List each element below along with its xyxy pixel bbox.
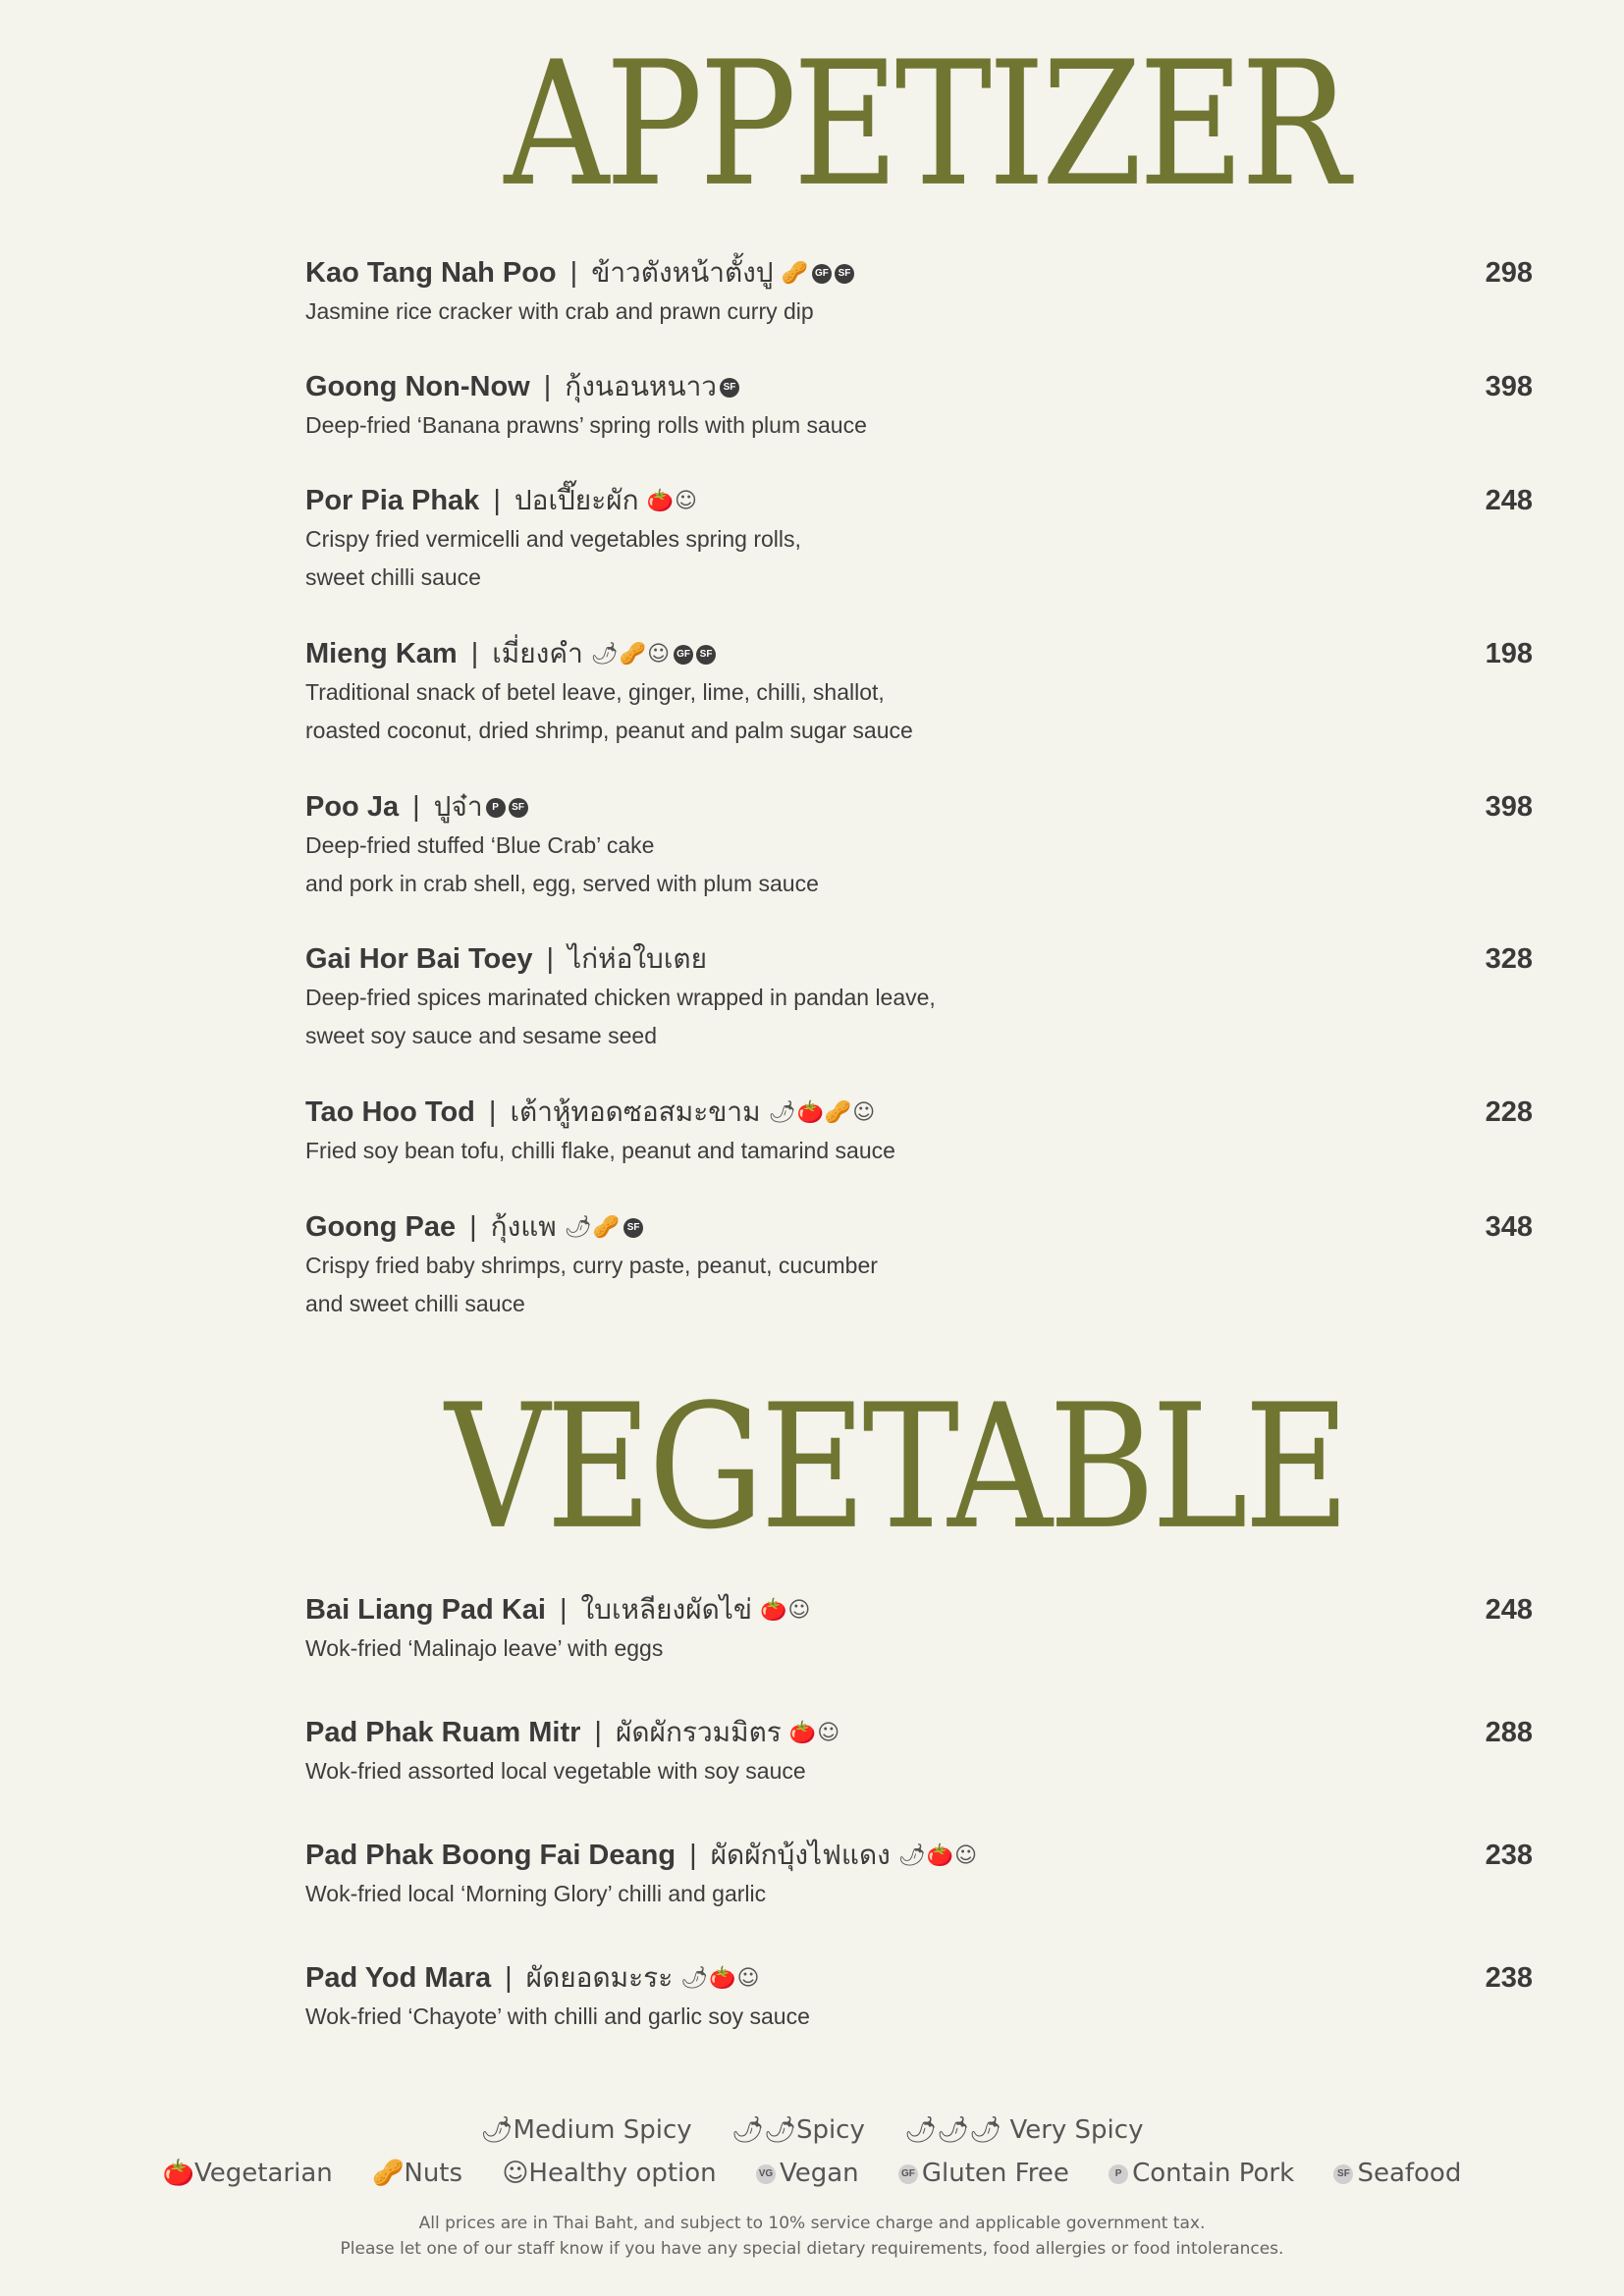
item-header — [305, 634, 1533, 673]
vegan-icon: VG — [756, 2164, 776, 2184]
item-name — [305, 1958, 761, 1999]
item-description: Deep-fried stuffed ‘Blue Crab’ cake and pork in crab shell, egg, served with plum sauce — [305, 832, 819, 896]
name-separator: | — [689, 1840, 697, 1871]
item-price: 248 — [1485, 1594, 1533, 1626]
item-name-english: Goong Non-Now — [305, 371, 530, 402]
dietary-icons: 🌶🍅☺ — [897, 1843, 979, 1869]
legend-pork: P Contain Pork — [1109, 2159, 1294, 2188]
appetizer-item — [305, 1093, 1533, 1170]
name-separator: | — [543, 371, 552, 402]
name-separator: | — [559, 1594, 568, 1626]
item-name — [305, 634, 716, 674]
vegetable-item — [305, 1836, 1533, 1913]
legend-vegetarian: 🍅Vegetarian — [162, 2159, 333, 2188]
item-name-thai: ข้าวตังหน้าตั้งปู — [591, 256, 774, 289]
item-price: 288 — [1485, 1717, 1533, 1748]
item-name-english: Gai Hor Bai Toey — [305, 943, 533, 975]
item-description: Traditional snack of betel leave, ginger, lime, chilli, shallot, roasted coconut, dried shrimp, peanut and palm sugar sauce — [305, 679, 913, 743]
name-separator: | — [546, 943, 555, 975]
appetizer-item — [305, 787, 1533, 903]
item-name — [305, 253, 854, 294]
gluten-free-icon: GF — [898, 2164, 918, 2184]
item-price: 328 — [1485, 943, 1533, 975]
legend-medium-spicy: 🌶Medium Spicy — [480, 2115, 692, 2145]
item-description: Jasmine rice cracker with crab and prawn curry dip — [305, 298, 814, 324]
item-description: Wok-fried ‘Malinajo leave’ with eggs — [305, 1635, 664, 1661]
dietary-icons: 🌶🍅☺ — [680, 1966, 761, 1992]
item-name-thai: เมี่ยงคำ — [492, 637, 583, 669]
name-separator: | — [470, 638, 479, 669]
item-name — [305, 367, 739, 406]
chilli-icon: 🌶🌶🌶 — [904, 2115, 1002, 2145]
item-name — [305, 1207, 643, 1248]
appetizer-item — [305, 367, 1533, 445]
item-name-thai: กุ้งแพ — [490, 1210, 557, 1243]
seafood-icon: SF — [1333, 2164, 1353, 2184]
item-name — [305, 787, 528, 827]
item-name-english: Goong Pae — [305, 1211, 457, 1243]
footnote-tax: All prices are in Thai Baht, and subject to 10% service charge and applicable government tax. — [418, 2214, 1206, 2233]
chilli-icon: 🌶🌶 — [731, 2115, 796, 2145]
appetizer-item — [305, 939, 1533, 1055]
item-name-thai: กุ้งนอนหนาว — [565, 370, 718, 402]
item-header — [305, 367, 1533, 406]
item-name-thai: ผัดผักบุ้งไฟแดง — [710, 1839, 891, 1871]
footnote-dietary: Please let one of our staff know if you have any special dietary requirements, food allergies or food intolerances. — [340, 2239, 1284, 2259]
item-header — [305, 1713, 1533, 1752]
item-header — [305, 939, 1533, 979]
item-name-thai: ใบเหลียงผัดไข่ — [580, 1593, 753, 1626]
appetizer-item — [305, 481, 1533, 597]
item-name-english: Pad Phak Boong Fai Deang — [305, 1840, 677, 1871]
vegetable-title: VEGETABLE — [445, 1367, 1346, 1568]
item-name-thai: เต้าหู้ทอดซอสมะขาม — [510, 1095, 761, 1128]
dietary-icons: 🌶🍅🥜☺ — [768, 1100, 877, 1126]
item-name-thai: ไก่ห่อใบเตย — [568, 942, 707, 975]
gf-badge-icon: GF — [812, 264, 832, 284]
name-separator: | — [488, 1096, 497, 1128]
dietary-icons: 🥜 — [781, 261, 809, 287]
item-description: Wok-fried ‘Chayote’ with chilli and garlic soy sauce — [305, 2003, 810, 2029]
item-price: 198 — [1485, 638, 1533, 669]
pork-icon: P — [1109, 2164, 1128, 2184]
item-description: Fried soy bean tofu, chilli flake, peanut and tamarind sauce — [305, 1138, 895, 1163]
item-header — [305, 1590, 1533, 1629]
item-name-english: Por Pia Phak — [305, 485, 480, 516]
vegetable-item — [305, 1590, 1533, 1668]
gf-badge-icon: GF — [674, 645, 693, 665]
item-description: Wok-fried local ‘Morning Glory’ chilli and garlic — [305, 1881, 767, 1906]
legend-spice — [0, 2115, 1624, 2145]
sf-badge-icon: SF — [696, 645, 716, 665]
item-name — [305, 481, 698, 521]
item-header — [305, 1207, 1533, 1247]
name-separator: | — [569, 257, 578, 289]
item-price: 298 — [1485, 257, 1533, 289]
item-name-english: Poo Ja — [305, 791, 400, 823]
legend-healthy: ☺Healthy option — [502, 2159, 717, 2188]
sf-badge-icon: SF — [623, 1218, 643, 1238]
item-description: Wok-fried assorted local vegetable with soy sauce — [305, 1758, 806, 1784]
item-price: 248 — [1485, 485, 1533, 516]
item-price: 348 — [1485, 1211, 1533, 1243]
item-price: 238 — [1485, 1962, 1533, 1994]
legend-vegan: VG Vegan — [756, 2159, 859, 2188]
sf-badge-icon: SF — [720, 378, 739, 398]
item-name — [305, 939, 707, 979]
item-description: Deep-fried ‘Banana prawns’ spring rolls with plum sauce — [305, 412, 867, 438]
item-name-thai: ผัดผักรวมมิตร — [615, 1716, 782, 1748]
item-description: Crispy fried vermicelli and vegetables spring rolls, sweet chilli sauce — [305, 526, 801, 590]
item-name-english: Tao Hoo Tod — [305, 1096, 475, 1128]
item-header — [305, 253, 1533, 293]
item-price: 228 — [1485, 1096, 1533, 1128]
name-separator: | — [594, 1717, 602, 1748]
item-description: Crispy fried baby shrimps, curry paste, peanut, cucumber and sweet chilli sauce — [305, 1253, 878, 1316]
item-description: Deep-fried spices marinated chicken wrapped in pandan leave, sweet soy sauce and sesame seed — [305, 985, 936, 1048]
appetizer-item — [305, 634, 1533, 750]
p-badge-icon: P — [486, 798, 506, 818]
legend-spicy: 🌶🌶Spicy — [731, 2115, 865, 2145]
dietary-icons: 🌶🥜☺ — [590, 642, 672, 667]
item-name-english: Pad Phak Ruam Mitr — [305, 1717, 581, 1748]
dietary-icons: 🍅☺ — [788, 1721, 841, 1746]
item-name — [305, 1590, 811, 1630]
appetizer-item — [305, 253, 1533, 331]
item-name-thai: ปอเปี๊ยะผัก — [514, 484, 639, 516]
dietary-icons: 🍅☺ — [760, 1598, 812, 1624]
legend-nuts: 🥜Nuts — [372, 2159, 463, 2188]
item-header — [305, 787, 1533, 827]
legend-gluten-free: GF Gluten Free — [898, 2159, 1069, 2188]
nuts-icon: 🥜 — [372, 2159, 405, 2188]
item-header — [305, 481, 1533, 520]
item-header — [305, 1958, 1533, 1998]
item-name — [305, 1093, 876, 1133]
legend-very-spicy: 🌶🌶🌶 Very Spicy — [904, 2115, 1144, 2145]
item-header — [305, 1836, 1533, 1875]
sf-badge-icon: SF — [509, 798, 528, 818]
item-name-thai: ผัดยอดมะระ — [525, 1961, 674, 1994]
vegetarian-icon: 🍅 — [162, 2159, 195, 2188]
sf-badge-icon: SF — [835, 264, 854, 284]
vegetable-item — [305, 1713, 1533, 1790]
appetizer-title: APPETIZER — [504, 25, 1346, 225]
healthy-icon: ☺ — [502, 2159, 529, 2188]
item-name-english: Kao Tang Nah Poo — [305, 257, 557, 289]
item-name-english: Bai Liang Pad Kai — [305, 1594, 546, 1626]
name-separator: | — [412, 791, 420, 823]
legend-seafood: SF Seafood — [1333, 2159, 1461, 2188]
legend-diet — [0, 2159, 1624, 2188]
appetizer-item — [305, 1207, 1533, 1323]
item-name-thai: ปูจ๋า — [433, 790, 483, 823]
dietary-icons: 🌶🥜 — [564, 1215, 622, 1241]
item-name — [305, 1836, 978, 1876]
item-name-english: Mieng Kam — [305, 638, 458, 669]
item-name — [305, 1713, 840, 1753]
name-separator: | — [493, 485, 501, 516]
dietary-icons: 🍅☺ — [646, 489, 698, 514]
item-price: 398 — [1485, 371, 1533, 402]
name-separator: | — [505, 1962, 513, 1994]
item-header — [305, 1093, 1533, 1132]
vegetable-item — [305, 1958, 1533, 2036]
item-price: 398 — [1485, 791, 1533, 823]
item-price: 238 — [1485, 1840, 1533, 1871]
chilli-icon: 🌶 — [480, 2115, 514, 2145]
name-separator: | — [469, 1211, 477, 1243]
item-name-english: Pad Yod Mara — [305, 1962, 492, 1994]
